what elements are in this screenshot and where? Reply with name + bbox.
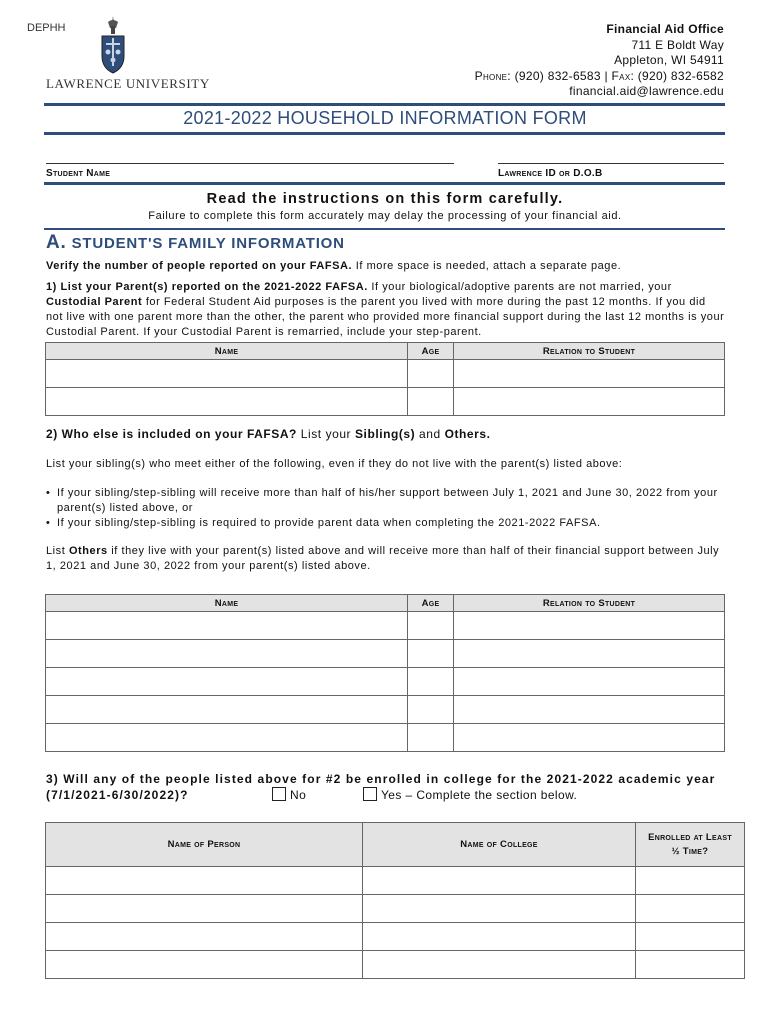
table-row bbox=[46, 668, 725, 696]
title-divider bbox=[44, 132, 725, 135]
relation-cell[interactable] bbox=[454, 724, 725, 752]
bullet-icon: • bbox=[46, 517, 51, 529]
custodial-parent-term: Custodial Parent bbox=[46, 296, 143, 308]
yes-checkbox[interactable] bbox=[363, 787, 377, 801]
relation-cell[interactable] bbox=[454, 668, 725, 696]
table-row bbox=[46, 923, 745, 951]
yes-option[interactable] bbox=[363, 787, 577, 802]
instructions-divider bbox=[44, 228, 725, 230]
logo-wordmark: LAWRENCE UNIVERSITY bbox=[46, 76, 210, 91]
form-code: DEPHH bbox=[27, 22, 66, 34]
q2-bullet-1 bbox=[46, 486, 726, 516]
header-divider bbox=[44, 103, 725, 106]
name-divider bbox=[44, 182, 725, 185]
no-option[interactable] bbox=[272, 787, 306, 802]
yes-label: Yes – Complete the section below. bbox=[381, 788, 578, 802]
list-item bbox=[46, 486, 726, 516]
college-cell[interactable] bbox=[363, 951, 636, 979]
q2-bold: 2) Who else is included on your FAFSA? bbox=[46, 427, 297, 441]
relation-cell[interactable] bbox=[454, 388, 725, 416]
college-cell[interactable] bbox=[363, 923, 636, 951]
person-cell[interactable] bbox=[46, 867, 363, 895]
siblings-table bbox=[45, 594, 725, 752]
lawrence-id-line[interactable] bbox=[498, 163, 724, 164]
lawrence-id-label: Lawrence ID or D.O.B bbox=[498, 168, 603, 179]
enrolled-cell[interactable] bbox=[636, 951, 745, 979]
siblings-header-age: Age bbox=[408, 595, 454, 612]
age-cell[interactable] bbox=[408, 360, 454, 388]
phone-number: (920) 832-6583 bbox=[514, 68, 601, 83]
section-a-heading bbox=[46, 232, 345, 254]
table-row bbox=[46, 696, 725, 724]
bullet-1-text: If your sibling/step-sibling will receive more than half of his/her support between July 1, 2021 and June 30, 2022 from your parent(s) listed above, or bbox=[57, 487, 718, 514]
parents-header-age: Age bbox=[408, 343, 454, 360]
relation-cell[interactable] bbox=[454, 696, 725, 724]
college-header-enrolled: Enrolled at Least ½ Time? bbox=[636, 823, 745, 867]
table-row bbox=[46, 640, 725, 668]
office-city: Appleton, WI 54911 bbox=[614, 53, 724, 67]
no-checkbox[interactable] bbox=[272, 787, 286, 801]
name-cell[interactable] bbox=[46, 388, 408, 416]
phone-label: Phone: bbox=[474, 68, 511, 83]
parents-table bbox=[45, 342, 725, 416]
enrolled-cell[interactable] bbox=[636, 867, 745, 895]
q2-intro: List your sibling(s) who meet either of the following, even if they do not live with the parent(s) listed above: bbox=[46, 458, 623, 470]
table-row bbox=[46, 360, 725, 388]
table-row bbox=[46, 388, 725, 416]
name-cell[interactable] bbox=[46, 696, 408, 724]
separator: | bbox=[604, 68, 608, 83]
q3-question: 3) Will any of the people listed above for #2 be enrolled in college for the 2021-2022 academic year (7/1/2021-6/30/2022)? bbox=[46, 772, 716, 802]
siblings-term: Sibling(s) bbox=[355, 427, 416, 441]
age-cell[interactable] bbox=[408, 612, 454, 640]
q2-and: and bbox=[415, 427, 445, 441]
q1-bold: 1) List your Parent(s) reported on the 2021-2022 FAFSA. bbox=[46, 281, 368, 293]
college-cell[interactable] bbox=[363, 867, 636, 895]
age-cell[interactable] bbox=[408, 640, 454, 668]
college-header-college: Name of College bbox=[363, 823, 636, 867]
name-cell[interactable] bbox=[46, 724, 408, 752]
page-title: 2021-2022 HOUSEHOLD INFORMATION FORM bbox=[183, 108, 587, 128]
person-cell[interactable] bbox=[46, 923, 363, 951]
college-cell[interactable] bbox=[363, 895, 636, 923]
table-row bbox=[46, 724, 725, 752]
bullet-2-text: If your sibling/step-sibling is required to provide parent data when completing the 2021-2022 FAFSA. bbox=[57, 517, 601, 529]
bullet-icon: • bbox=[46, 487, 51, 499]
q2-bullet-2 bbox=[46, 516, 726, 531]
age-cell[interactable] bbox=[408, 696, 454, 724]
table-row bbox=[46, 867, 745, 895]
student-name-line[interactable] bbox=[46, 163, 454, 164]
table-row bbox=[46, 895, 745, 923]
office-address-block bbox=[475, 22, 724, 100]
table-row bbox=[46, 612, 725, 640]
parents-header-name: Name bbox=[46, 343, 408, 360]
instructions-warning: Failure to complete this form accurately may delay the processing of your financial aid. bbox=[148, 210, 622, 222]
enrolled-cell[interactable] bbox=[636, 895, 745, 923]
section-a-letter: A. bbox=[46, 232, 67, 253]
verify-text bbox=[46, 259, 726, 274]
section-a-title: STUDENT'S FAMILY INFORMATION bbox=[71, 235, 345, 252]
relation-cell[interactable] bbox=[454, 612, 725, 640]
q1-text2: for Federal Student Aid purposes is the parent you lived with more during the past 12 months. If you did not live with one parent more than the other, the parent who provided more financial support during the last 12 months is your Custodial Parent. If your Custodial Parent is remarried, include your step-parent. bbox=[46, 296, 725, 338]
siblings-header-relation: Relation to Student bbox=[454, 595, 725, 612]
age-cell[interactable] bbox=[408, 724, 454, 752]
office-phone-fax bbox=[475, 69, 724, 85]
person-cell[interactable] bbox=[46, 895, 363, 923]
others-pre: List bbox=[46, 545, 69, 557]
name-cell[interactable] bbox=[46, 360, 408, 388]
office-street: 711 E Boldt Way bbox=[631, 37, 724, 52]
name-cell[interactable] bbox=[46, 612, 408, 640]
name-cell[interactable] bbox=[46, 668, 408, 696]
relation-cell[interactable] bbox=[454, 640, 725, 668]
fax-label: Fax: bbox=[611, 68, 635, 83]
others-term: Others. bbox=[444, 427, 491, 441]
age-cell[interactable] bbox=[408, 388, 454, 416]
relation-cell[interactable] bbox=[454, 360, 725, 388]
list-item bbox=[46, 516, 726, 531]
others-word: Others bbox=[68, 545, 108, 557]
office-email: financial.aid@lawrence.edu bbox=[569, 84, 724, 98]
person-cell[interactable] bbox=[46, 951, 363, 979]
q2-others-text bbox=[46, 544, 726, 574]
parents-header-relation: Relation to Student bbox=[454, 343, 725, 360]
verify-bold: Verify the number of people reported on your FAFSA. bbox=[46, 260, 353, 272]
no-label: No bbox=[290, 788, 307, 802]
q2-text1: List your bbox=[296, 427, 355, 441]
q2-heading bbox=[46, 427, 726, 442]
student-name-label: Student Name bbox=[46, 168, 111, 179]
name-cell[interactable] bbox=[46, 640, 408, 668]
office-title: Financial Aid Office bbox=[606, 22, 724, 36]
instructions-heading: Read the instructions on this form carefully. bbox=[206, 191, 564, 207]
fax-number: (920) 832-6582 bbox=[637, 68, 724, 83]
siblings-header-name: Name bbox=[46, 595, 408, 612]
age-cell[interactable] bbox=[408, 668, 454, 696]
table-row bbox=[46, 951, 745, 979]
q1-text1: If your biological/adoptive parents are not married, your bbox=[367, 281, 672, 293]
college-header-person: Name of Person bbox=[46, 823, 363, 867]
enrolled-cell[interactable] bbox=[636, 923, 745, 951]
others-rest: if they live with your parent(s) listed above and will receive more than half of their financial support between July 1, 2021 and June 30, 2022 from your parent(s) listed above. bbox=[46, 545, 720, 572]
q1-text bbox=[46, 280, 726, 340]
lawrence-crest-icon bbox=[96, 16, 130, 74]
verify-rest: If more space is needed, attach a separate page. bbox=[352, 260, 622, 272]
college-table bbox=[45, 822, 745, 979]
